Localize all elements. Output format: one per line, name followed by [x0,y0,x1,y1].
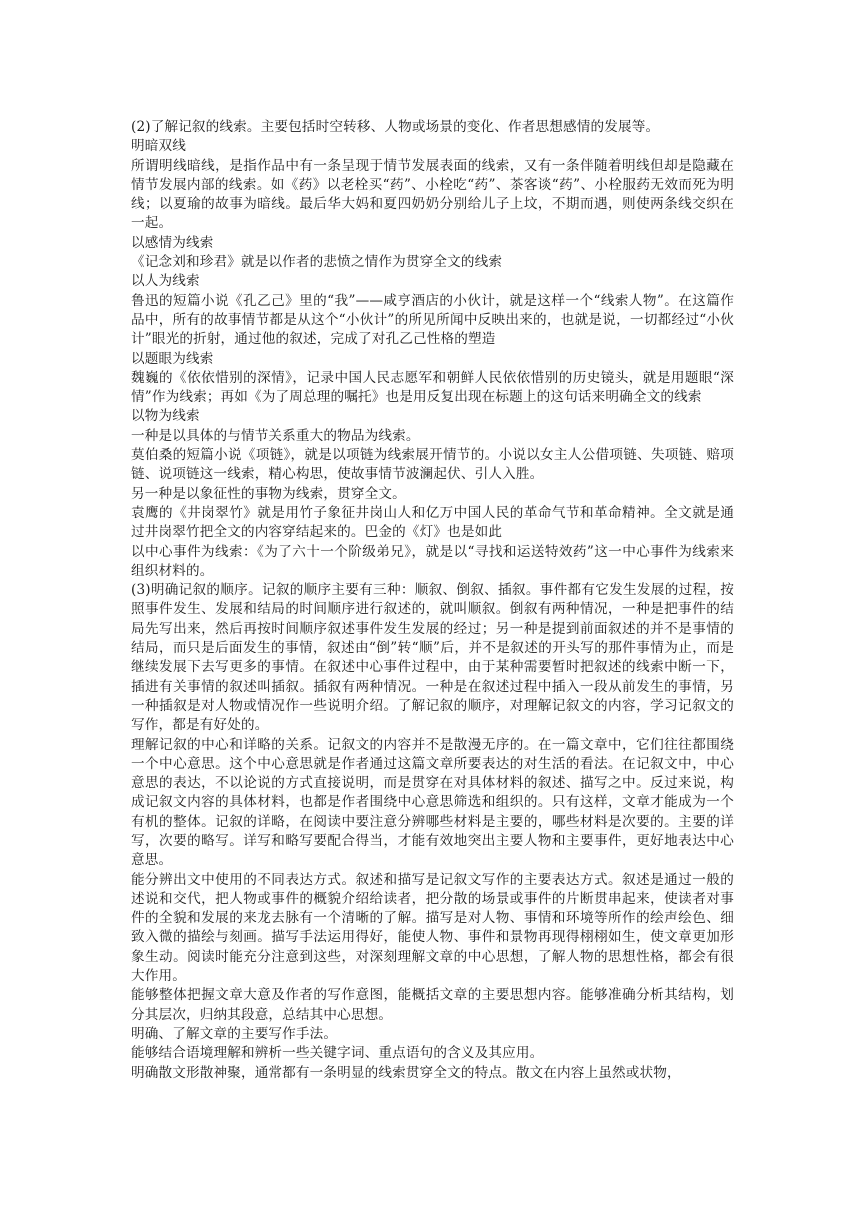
paragraph-writing-techniques: 明确、了解文章的主要写作手法。 [131,1025,338,1042]
paragraph-narrative-order: (3)明确记叙的顺序。记叙的顺序主要有三种：顺叙、倒叙、插叙。事件都有它发生发展的过程，按照事件发生、发展和结局的时间顺序进行叙述的，就叫顺叙。倒叙有两种情况，一种是把事件的结局先写出来，然后再按时间顺序叙述事件发生发展的经过；另一种是提到前面叙述的并不是事情的结局，而只是后面发生的事情，叙述由“倒”转“顺”后，并不是叙述的开头写的那件事情为止，而是继续发展下去写更多的事情。在叙述中心事件过程中，由于某种需要暂时把叙述的线索中断一下，插进有关事情的叙述叫插叙。插叙有两种情况。一种是在叙述过程中插入一段从前发生的事情，另一种插叙是对人物或情况作一些说明介绍。了解记叙的顺序，对理解记叙文的内容，学习记叙文的写作，都是有好处的。 [131,582,734,734]
heading-emotion-clue: 以感情为线索 [131,234,214,251]
paragraph-bamboo-example: 袁鹰的《井岗翠竹》就是用竹子象征井岗山人和亿万中国人民的革命气节和革命精神。全文就是通过井岗翠竹把全文的内容穿结起来的。巴金的《灯》也是如此 [131,504,734,541]
paragraph-title-eye-clue: 魏巍的《依依惜别的深情》，记录中国人民志愿军和朝鲜人民依依惜别的历史镜头，就是用题眼“深情”作为线索；再如《为了周总理的嘱托》也是用反复出现在标题上的这句话来明确全文的线索 [131,369,734,406]
paragraph-central-event-clue: 以中心事件为线索：《为了六十一个阶级弟兄》，就是以“寻找和运送特效药”这一中心事件为线索来组织材料的。 [131,543,734,579]
paragraph-key-words: 能够结合语境理解和辨析一些关键字词、重点语句的含义及其应用。 [131,1045,544,1062]
paragraph-expression-methods: 能分辨出文中使用的不同表达方式。叙述和描写是记叙文写作的主要表达方式。叙述是通过一般的述说和交代，把人物或事件的概貌介绍给读者，把分散的场景或事件的片断贯串起来，使读者对事件的全貌和发展的来龙去脉有一个清晰的了解。描写是对人物、事情和环境等所作的绘声绘色、细致入微的描绘与刻画。描写手法运用得好，能使人物、事件和景物再现得栩栩如生，使文章更加形象生动。阅读时能充分注意到这些，对深刻理解文章的中心思想，了解人物的思想性格，都会有很大作用。 [131,871,734,985]
paragraph-object-clue-type1: 一种是以具体的与情节关系重大的物品为线索。 [131,427,420,444]
paragraph-person-clue: 鲁迅的短篇小说《孔乙己》里的“我”——咸亨酒店的小伙计，就是这样一个“线索人物”。在这篇作品中，所有的故事情节都是从这个“小伙计”的所见所闻中反映出来的，也就是说，一切都经过“小伙计”眼光的折射，通过他的叙述，完成了对孔乙己性格的塑造 [131,292,734,348]
document-page [131,118,734,1083]
paragraph-prose-features: 明确散文形散神聚，通常都有一条明显的线索贯穿全文的特点。散文在内容上虽然或状物， [131,1064,681,1081]
paragraph-overall-grasp: 能够整体把握文章大意及作者的写作意图，能概括文章的主要思想内容。能够准确分析其结构，划分其层次，归纳其段意，总结其中心思想。 [131,987,734,1023]
heading-dual-lines: 明暗双线 [131,138,186,155]
heading-title-eye-clue: 以题眼为线索 [131,350,214,367]
paragraph-narrative-clues: (2)了解记叙的线索。主要包括时空转移、人物或场景的变化、作者思想感情的发展等。 [131,119,660,135]
heading-object-clue: 以物为线索 [131,408,200,425]
paragraph-center-and-detail: 理解记叙的中心和详略的关系。记叙文的内容并不是散漫无序的。在一篇文章中，它们往往都围绕一个中心意思。这个中心意思就是作者通过这篇文章所要表达的对生活的看法。在记叙文中，中心意思的表达，不以论说的方式直接说明，而是贯穿在对具体材料的叙述、描写之中。反过来说，构成记叙文内容的具体材料，也都是作者围绕中心意思筛选和组织的。只有这样，文章才能成为一个有机的整体。记叙的详略，在阅读中要注意分辨哪些材料是主要的，哪些材料是次要的。主要的详写，次要的略写。详写和略写要配合得当，才能有效地突出主要人物和主要事件，更好地表达中心意思。 [131,736,734,869]
paragraph-dual-lines: 所谓明线暗线，是指作品中有一条呈现于情节发展表面的线索，又有一条伴随着明线但却是隐藏在情节发展内部的线索。如《药》以老栓买“药”、小栓吃“药”、茶客谈“药”、小栓服药无效而死为明线；以夏瑜的故事为暗线。最后华大妈和夏四奶奶分别给儿子上坟，不期而遇，则使两条线交织在一起。 [131,157,734,232]
paragraph-necklace-example: 莫伯桑的短篇小说《项链》，就是以项链为线索展开情节的。小说以女主人公借项链、失项链、赔项链、说项链这一线索，精心构思，使故事情节波澜起伏、引人入胜。 [131,447,734,483]
paragraph-object-clue-type2: 另一种是以象征性的事物为线索，贯穿全文。 [131,485,406,502]
heading-person-clue: 以人为线索 [131,273,200,290]
paragraph-emotion-clue: 《记念刘和珍君》就是以作者的悲愤之情作为贯穿全文的线索 [131,254,503,271]
